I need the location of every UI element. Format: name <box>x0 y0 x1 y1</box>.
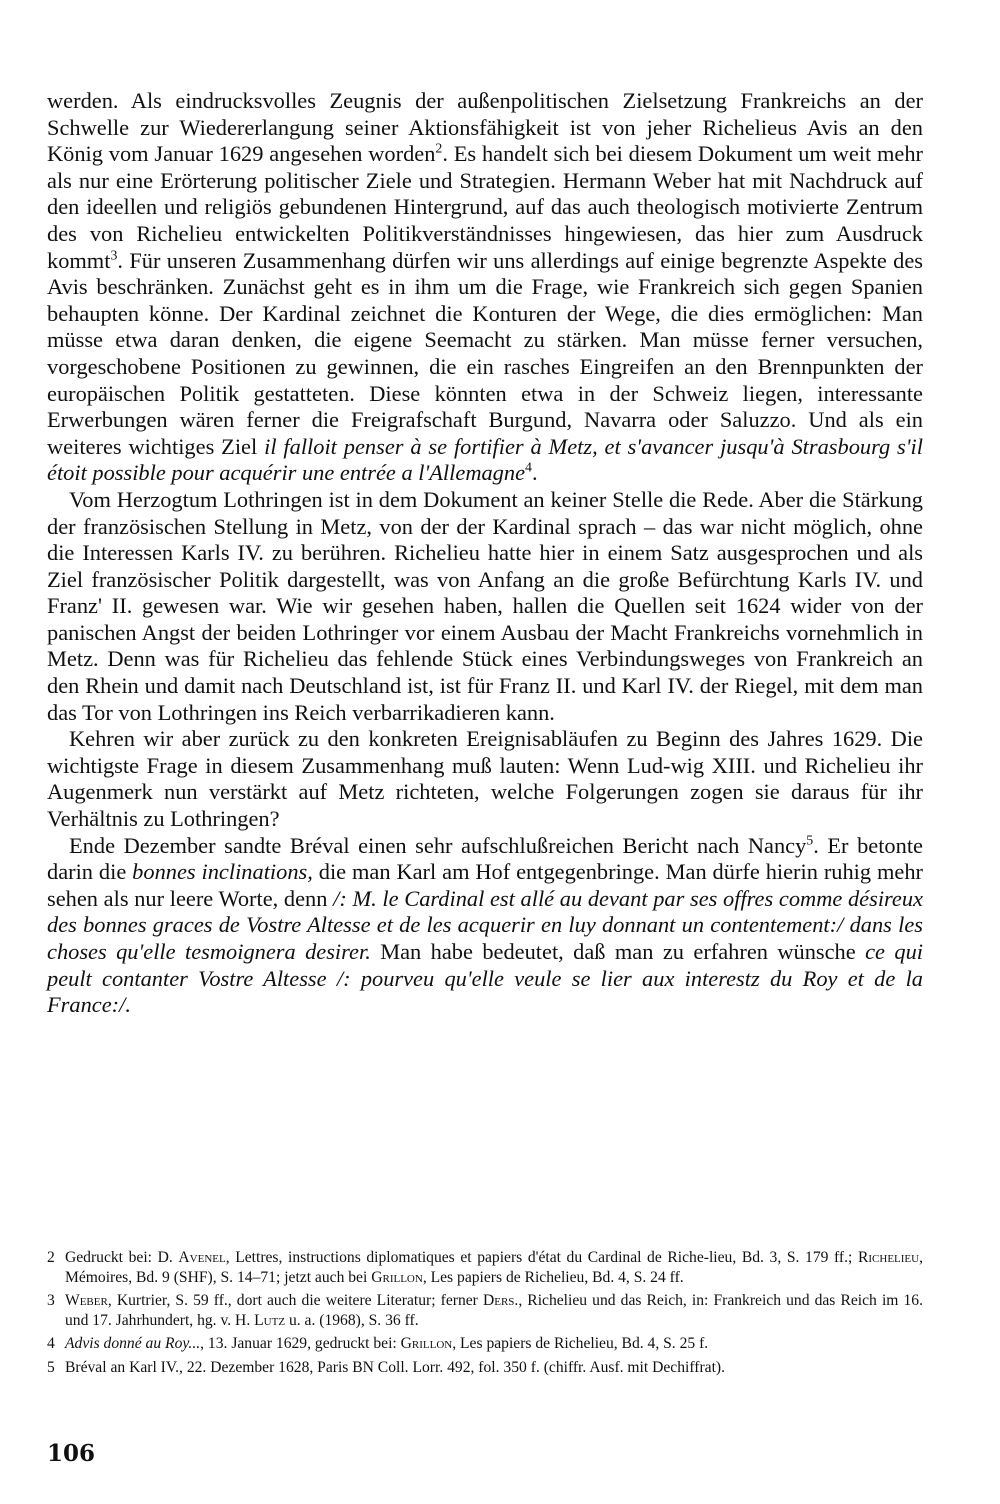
footnote-text <box>65 1291 923 1330</box>
text-run: , Mémoires, Bd. 9 (SHF), S. 14–71; jetzt auch bei <box>65 1249 923 1286</box>
footnote-number: 2 <box>47 1249 55 1266</box>
author-name: Grillon <box>400 1335 453 1353</box>
text-run: Vom Herzogtum Lothringen ist in dem Dokument an keiner Stelle die Rede. Aber die Stärkung der französischen Stellung in Metz, von der der Kardinal sprach – das war nicht möglich, ohne die Interessen Karls IV. zu berühren. Richelieu hatte hier in einem Satz ausgesprochen und als Ziel französischer Politik dargestellt, was von Anfang an die große Befürchtung Karls IV. und Franz' II. gewesen war. Wie wir gesehen haben, hallen die Quellen seit 1624 wider von der panischen Angst der beiden Lothringer vor einem Ausbau der Macht Frankreichs vornehmlich in Metz. Denn was für Richelieu das fehlende Stück eines Verbindungsweges von Frankreich an den Rhein und damit nach Deutschland ist, ist für Franz II. und Karl IV. der Riegel, mit dem man das Tor von Lothringen ins Reich verbarrikadieren kann. <box>47 486 923 725</box>
text-run: , Les papiers de Richelieu, Bd. 4, S. 24 ff. <box>422 1268 684 1286</box>
footnote-number: 4 <box>47 1335 55 1353</box>
text-run: . <box>531 460 538 486</box>
author-name: Ders. <box>482 1292 519 1310</box>
paragraph-3 <box>47 726 923 832</box>
footnote-4 <box>47 1334 923 1354</box>
italic-quote: bonnes inclinations, <box>132 859 313 885</box>
italic-quote: /: M. le Cardinal est allé au devant par ses offres comme désireux des bonnes graces de Vostre Altesse et de les acquerir en luy donnant un contentement:/ dans les choses qu'elle tesmoignera desirer. <box>47 885 923 964</box>
text-run: die man Karl am Hof entgegenbringe. Man dürfe hierin ruhig mehr sehen als nur leere Worte, denn <box>47 859 923 911</box>
text-run: Kehren wir aber zurück zu den konkreten Ereignisabläufen zu Beginn des Jahres 1629. Die wichtigste Frage in diesem Zusammenhang muß lauten: Wenn Lud-wig XIII. und Richelieu ihr Augenmerk nun verstärkt auf Metz richteten, welche Folgerungen zogen sie daraus für ihr Verhältnis zu Lothringen? <box>47 726 923 832</box>
footnote-2 <box>47 1248 923 1287</box>
italic-quote: il falloit penser à se fortifier à Metz, et s'avancer jusqu'à Strasbourg s'il étoit possible pour acquérir une entrée a l'Allemagne <box>47 433 923 486</box>
italic-quote: ce qui peult contanter Vostre Altesse /: pourveu qu'elle veule se lier aux interestz du Roy et de la France:/. <box>47 939 923 1018</box>
footnote-reference: 4 <box>525 460 532 476</box>
paragraph-1 <box>47 88 923 487</box>
text-run: , Les papiers de Richelieu, Bd. 4, S. 25 f. <box>452 1335 709 1353</box>
text-run: , Lettres, instructions diplomatiques et papiers d'état du Cardinal de Riche-lieu, Bd. 3, S. 179 ff.; <box>225 1249 858 1266</box>
footnote-text <box>65 1358 923 1378</box>
footnote-3 <box>47 1291 923 1330</box>
text-run: Bréval an Karl IV., 22. Dezember 1628, Paris BN Coll. Lorr. 492, fol. 350 f. (chiffr. Ausf. mit Dechiffrat). <box>65 1358 725 1376</box>
footnote-text <box>65 1248 923 1287</box>
footnote-5 <box>47 1358 923 1378</box>
footnote-number: 5 <box>47 1358 55 1376</box>
text-run: , Richelieu und das Reich, in: Frankreich und das Reich im 16. und 17. Jahrhundert, hg. v. H. <box>65 1292 923 1329</box>
footnote-reference: 3 <box>110 248 118 264</box>
text-run: Man habe bedeutet, daß man zu erfahren wünsche <box>370 939 866 964</box>
italic-quote: Advis donné au Roy... <box>65 1335 201 1353</box>
paragraph-4 <box>47 833 923 1019</box>
text-run: werden. Als eindrucksvolles Zeugnis der außenpolitischen Zielsetzung Frankreichs an der Schwelle zur Wiedererlangung seiner Aktionsfähigkeit ist von jeher Richelieus Avis an den König vom Januar 1629 angesehen worden <box>47 88 923 167</box>
text-run: . Für unseren Zusammenhang dürfen wir uns allerdings auf einige begrenzte Aspekte des Avis beschränken. Zunächst geht es in ihm um die Frage, wie Frankreich sich gegen Spanien behaupten könne. Der Kardinal zeichnet die Konturen der Wege, die dies ermöglichen: Man müsse etwa daran denken, die eigene Seemacht zu stärken. Man müsse ferner versuchen, vorgeschobene Positionen zu gewinnen, die ein rasches Eingreifen an den Brennpunkten der europäischen Politik gestatteten. Diese könnten etwa in der Schweiz liegen, interessante Erwerbungen wären ferner die Freigrafschaft Burgund, Navarra oder Saluzzo. Und als ein weiteres wichtiges Ziel <box>47 247 923 459</box>
main-text <box>47 88 923 1019</box>
page-body <box>47 88 923 1019</box>
footnotes <box>47 1248 923 1382</box>
author-name: Weber <box>65 1292 108 1310</box>
text-run: . Er betonte darin die <box>47 832 923 885</box>
paragraph-2 <box>47 487 923 726</box>
text-run: Ende Dezember sandte Bréval einen sehr aufschlußreichen Bericht nach Nancy <box>69 832 807 858</box>
footnote-reference: 2 <box>435 141 443 157</box>
text-run: , Kurtrier, S. 59 ff., dort auch die weitere Literatur; ferner <box>107 1292 483 1310</box>
page-number: 106 <box>47 1440 96 1467</box>
footnote-reference: 5 <box>806 833 814 849</box>
author-name: Richelieu <box>857 1249 920 1266</box>
footnote-number: 3 <box>47 1292 55 1310</box>
text-run: . Es handelt sich bei diesem Dokument um weit mehr als nur eine Erörterung politischer Ziele und Strategien. Hermann Weber hat mit Nachdruck auf den ideellen und religiös gebundenen Hintergrund, auf das auch theologisch motivierte Zentrum des von Richelieu entwickelten Politikverständnisses hingewiesen, das hier zum Ausdruck kommt <box>47 141 924 273</box>
author-name: Grillon <box>371 1268 423 1286</box>
footnote-text <box>65 1334 923 1354</box>
author-name: Lutz <box>254 1311 286 1329</box>
text-run: Gedruckt bei: D. <box>65 1249 179 1266</box>
text-run: , 13. Januar 1629, gedruckt bei: <box>200 1335 401 1353</box>
text-run: u. a. (1968), S. 36 ff. <box>285 1311 419 1329</box>
author-name: Avenel <box>178 1249 226 1266</box>
